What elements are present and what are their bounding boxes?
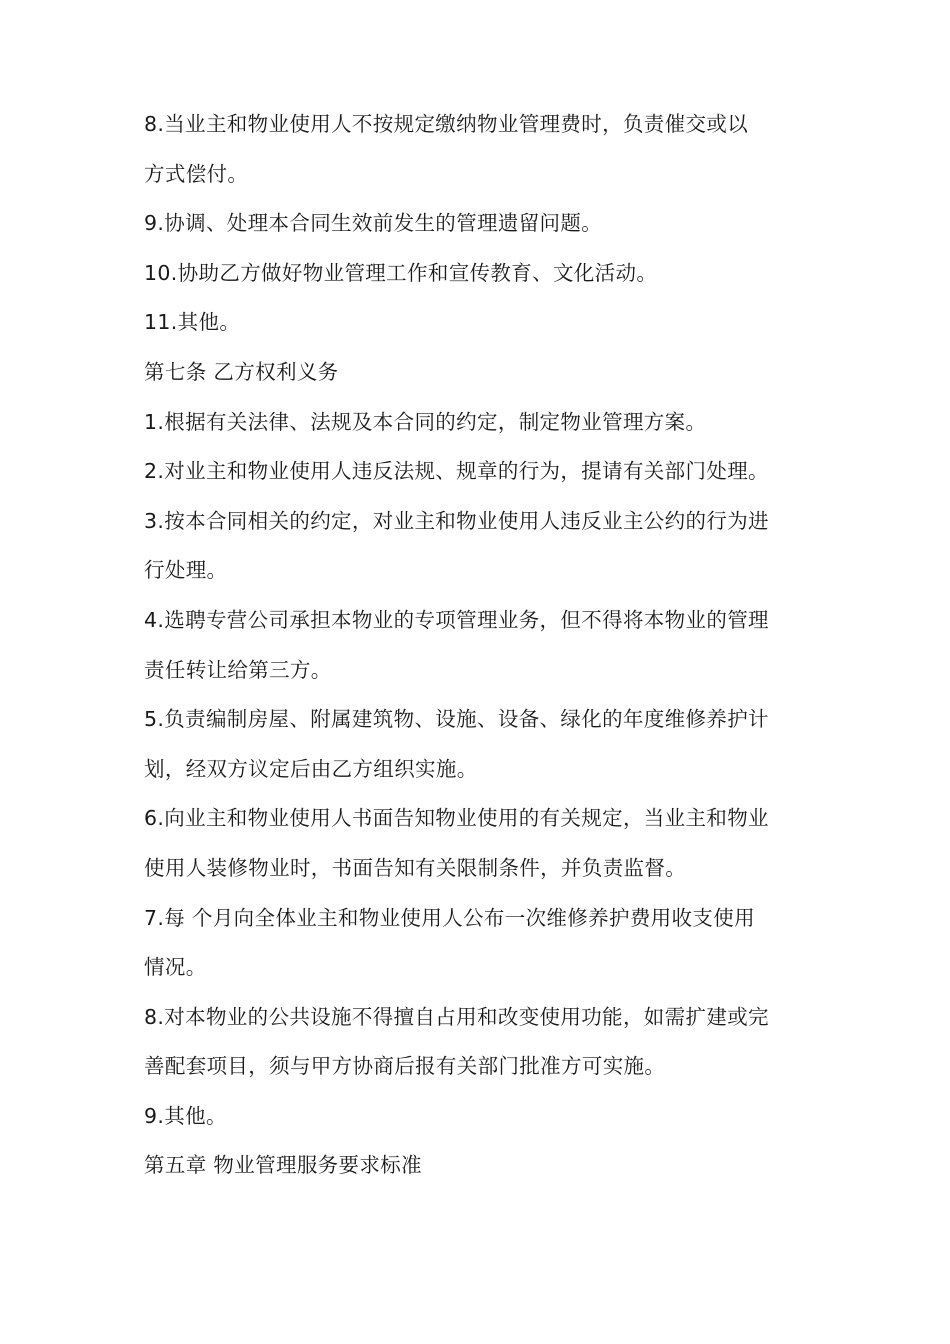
text-line: 11.其他。 bbox=[144, 310, 241, 335]
text-line: 善配套项目，须与甲方协商后报有关部门批准方可实施。 bbox=[144, 1054, 666, 1079]
text-line: 8.当业主和物业使用人不按规定缴纳物业管理费时，负责催交或以 bbox=[144, 112, 749, 136]
chapter-heading: 第五章 物业管理服务要求标准 bbox=[144, 1153, 422, 1178]
text-line: 方式偿付。 bbox=[144, 161, 249, 186]
text-line: 划，经双方议定后由乙方组织实施。 bbox=[144, 756, 478, 781]
text-line: 2.对业主和物业使用人违反法规、规章的行为，提请有关部门处理。 bbox=[144, 459, 769, 484]
text-line: 4.选聘专营公司承担本物业的专项管理业务，但不得将本物业的管理 bbox=[144, 607, 769, 632]
text-line: 行处理。 bbox=[144, 558, 228, 583]
text-line: 使用人装修物业时，书面告知有关限制条件，并负责监督。 bbox=[144, 855, 687, 880]
text-line: 责任转让给第三方。 bbox=[144, 657, 332, 682]
text-line: 10.协助乙方做好物业管理工作和宣传教育、文化活动。 bbox=[144, 260, 658, 285]
document-body bbox=[144, 100, 816, 1191]
text-line: 5.负责编制房屋、附属建筑物、设施、设备、绿化的年度维修养护计 bbox=[144, 707, 769, 732]
text-line: 8.对本物业的公共设施不得擅自占用和改变使用功能，如需扩建或完 bbox=[144, 1004, 769, 1029]
text-line: 情况。 bbox=[144, 955, 207, 980]
section-heading: 第七条 乙方权利义务 bbox=[144, 359, 339, 384]
text-line: 3.按本合同相关的约定，对业主和物业使用人违反业主公约的行为进 bbox=[144, 508, 769, 533]
text-line: 9.协调、处理本合同生效前发生的管理遗留问题。 bbox=[144, 211, 603, 236]
text-line: 9.其他。 bbox=[144, 1103, 227, 1128]
text-line: 7.每 个月向全体业主和物业使用人公布一次维修养护费用收支使用 bbox=[144, 905, 755, 930]
text-line: 1.根据有关法律、法规及本合同的约定，制定物业管理方案。 bbox=[144, 409, 707, 434]
text-line: 6.向业主和物业使用人书面告知物业使用的有关规定，当业主和物业 bbox=[144, 806, 769, 831]
